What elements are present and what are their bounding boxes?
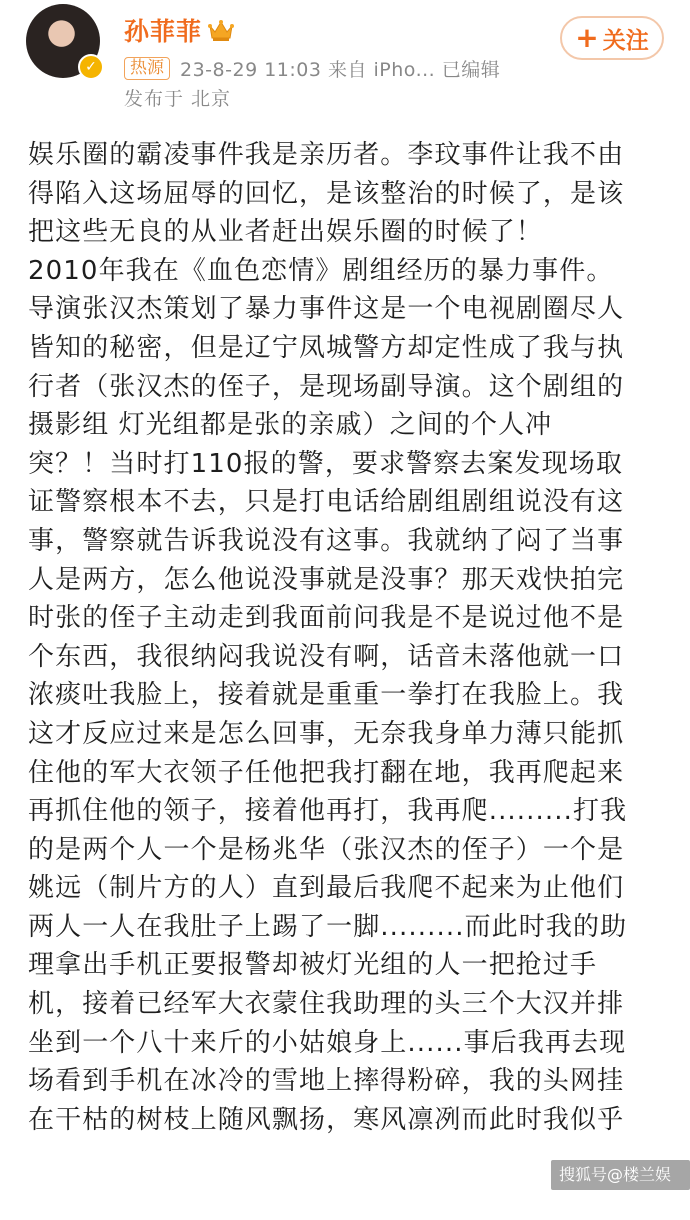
post-header [0,0,690,120]
post-meta [124,54,500,82]
post-text-line: 这才反应过来是怎么回事，无奈我身单力薄只能抓 [28,718,625,749]
post-text-line: 2010年我在《血色恋情》剧组经历的暴力事件。 [28,255,614,286]
post-text-line: 场看到手机在冰冷的雪地上摔得粉碎，我的头网挂 [28,1066,625,1097]
post-text-line: 姚远（制片方的人）直到最后我爬不起来为止他们 [28,873,625,904]
post-text-line: 导演张汉杰策划了暴力事件这是一个电视剧圈尽人 [28,294,625,325]
post-text-line: 两人一人在我肚子上踢了一脚.........而此时我的助 [28,911,628,942]
post-text-line: 皆知的秘密，但是辽宁凤城警方却定性成了我与执 [28,332,625,363]
post-text-line: 娱乐圈的霸凌事件我是亲历者。李玟事件让我不由 [28,140,625,170]
post-text-line: 摄影组 灯光组都是张的亲戚）之间的个人冲 [28,410,553,441]
post-text-line: 的是两个人一个是杨兆华（张汉杰的侄子）一个是 [28,834,625,865]
post-text-line: 个东西，我很纳闷我说没有啊，话音未落他就一口 [28,641,625,672]
follow-button[interactable] [560,16,664,60]
post-timestamp-source: 23-8-29 11:03 来自 iPho... 已编辑 [180,58,501,81]
avatar[interactable] [26,4,100,78]
post-text-line: 机，接着已经军大衣蒙住我助理的头三个大汉并排 [28,989,625,1020]
author-row [124,12,234,48]
post-text-line: 事，警察就告诉我说没有这事。我就纳了闷了当事 [28,525,625,556]
crown-icon [208,18,234,42]
watermark: 搜狐号@楼兰娱姐 [551,1160,690,1190]
post-text-line: 住他的军大衣领子任他把我打翻在地，我再爬起来 [28,757,625,788]
post-content [28,136,668,1139]
post-text-line: 在干枯的树枝上随风飘扬，寒风凛冽而此时我似乎 [28,1104,625,1135]
post-text-line: 得陷入这场屈辱的回忆，是该整治的时候了，是该 [28,178,625,209]
follow-label: 关注 [602,27,649,54]
post-location: 发布于 北京 [124,88,232,110]
post-text-line: 把这些无良的从业者赶出娱乐圈的时候了！ [28,217,543,248]
post-text-line: 证警察根本不去，只是打电话给剧组剧组说没有这 [28,487,625,518]
post-text-line: 坐到一个八十来斤的小姑娘身上......事后我再去现 [28,1027,627,1058]
verified-badge-icon: ✓ [78,54,104,80]
post-text-line: 再抓住他的领子，接着他再打，我再爬.........打我 [28,796,628,827]
post-text-line: 时张的侄子主动走到我面前问我是不是说过他不是 [28,603,625,634]
post-text-line: 理拿出手机正要报警却被灯光组的人一把抢过手 [28,950,598,981]
post-text-line: 浓痰吐我脸上，接着就是重重一拳打在我脸上。我 [28,680,625,711]
author-name[interactable]: 孙菲菲 [124,17,203,46]
plus-icon: + [575,21,599,54]
hot-source-tag: 热源 [124,57,170,80]
post-text-line: 人是两方，怎么他说没事就是没事？那天戏快拍完 [28,564,625,595]
post-text-line: 突？！当时打110报的警，要求警察去案发现场取 [28,448,623,479]
post-text-line: 行者（张汉杰的侄子，是现场副导演。这个剧组的 [28,371,625,402]
